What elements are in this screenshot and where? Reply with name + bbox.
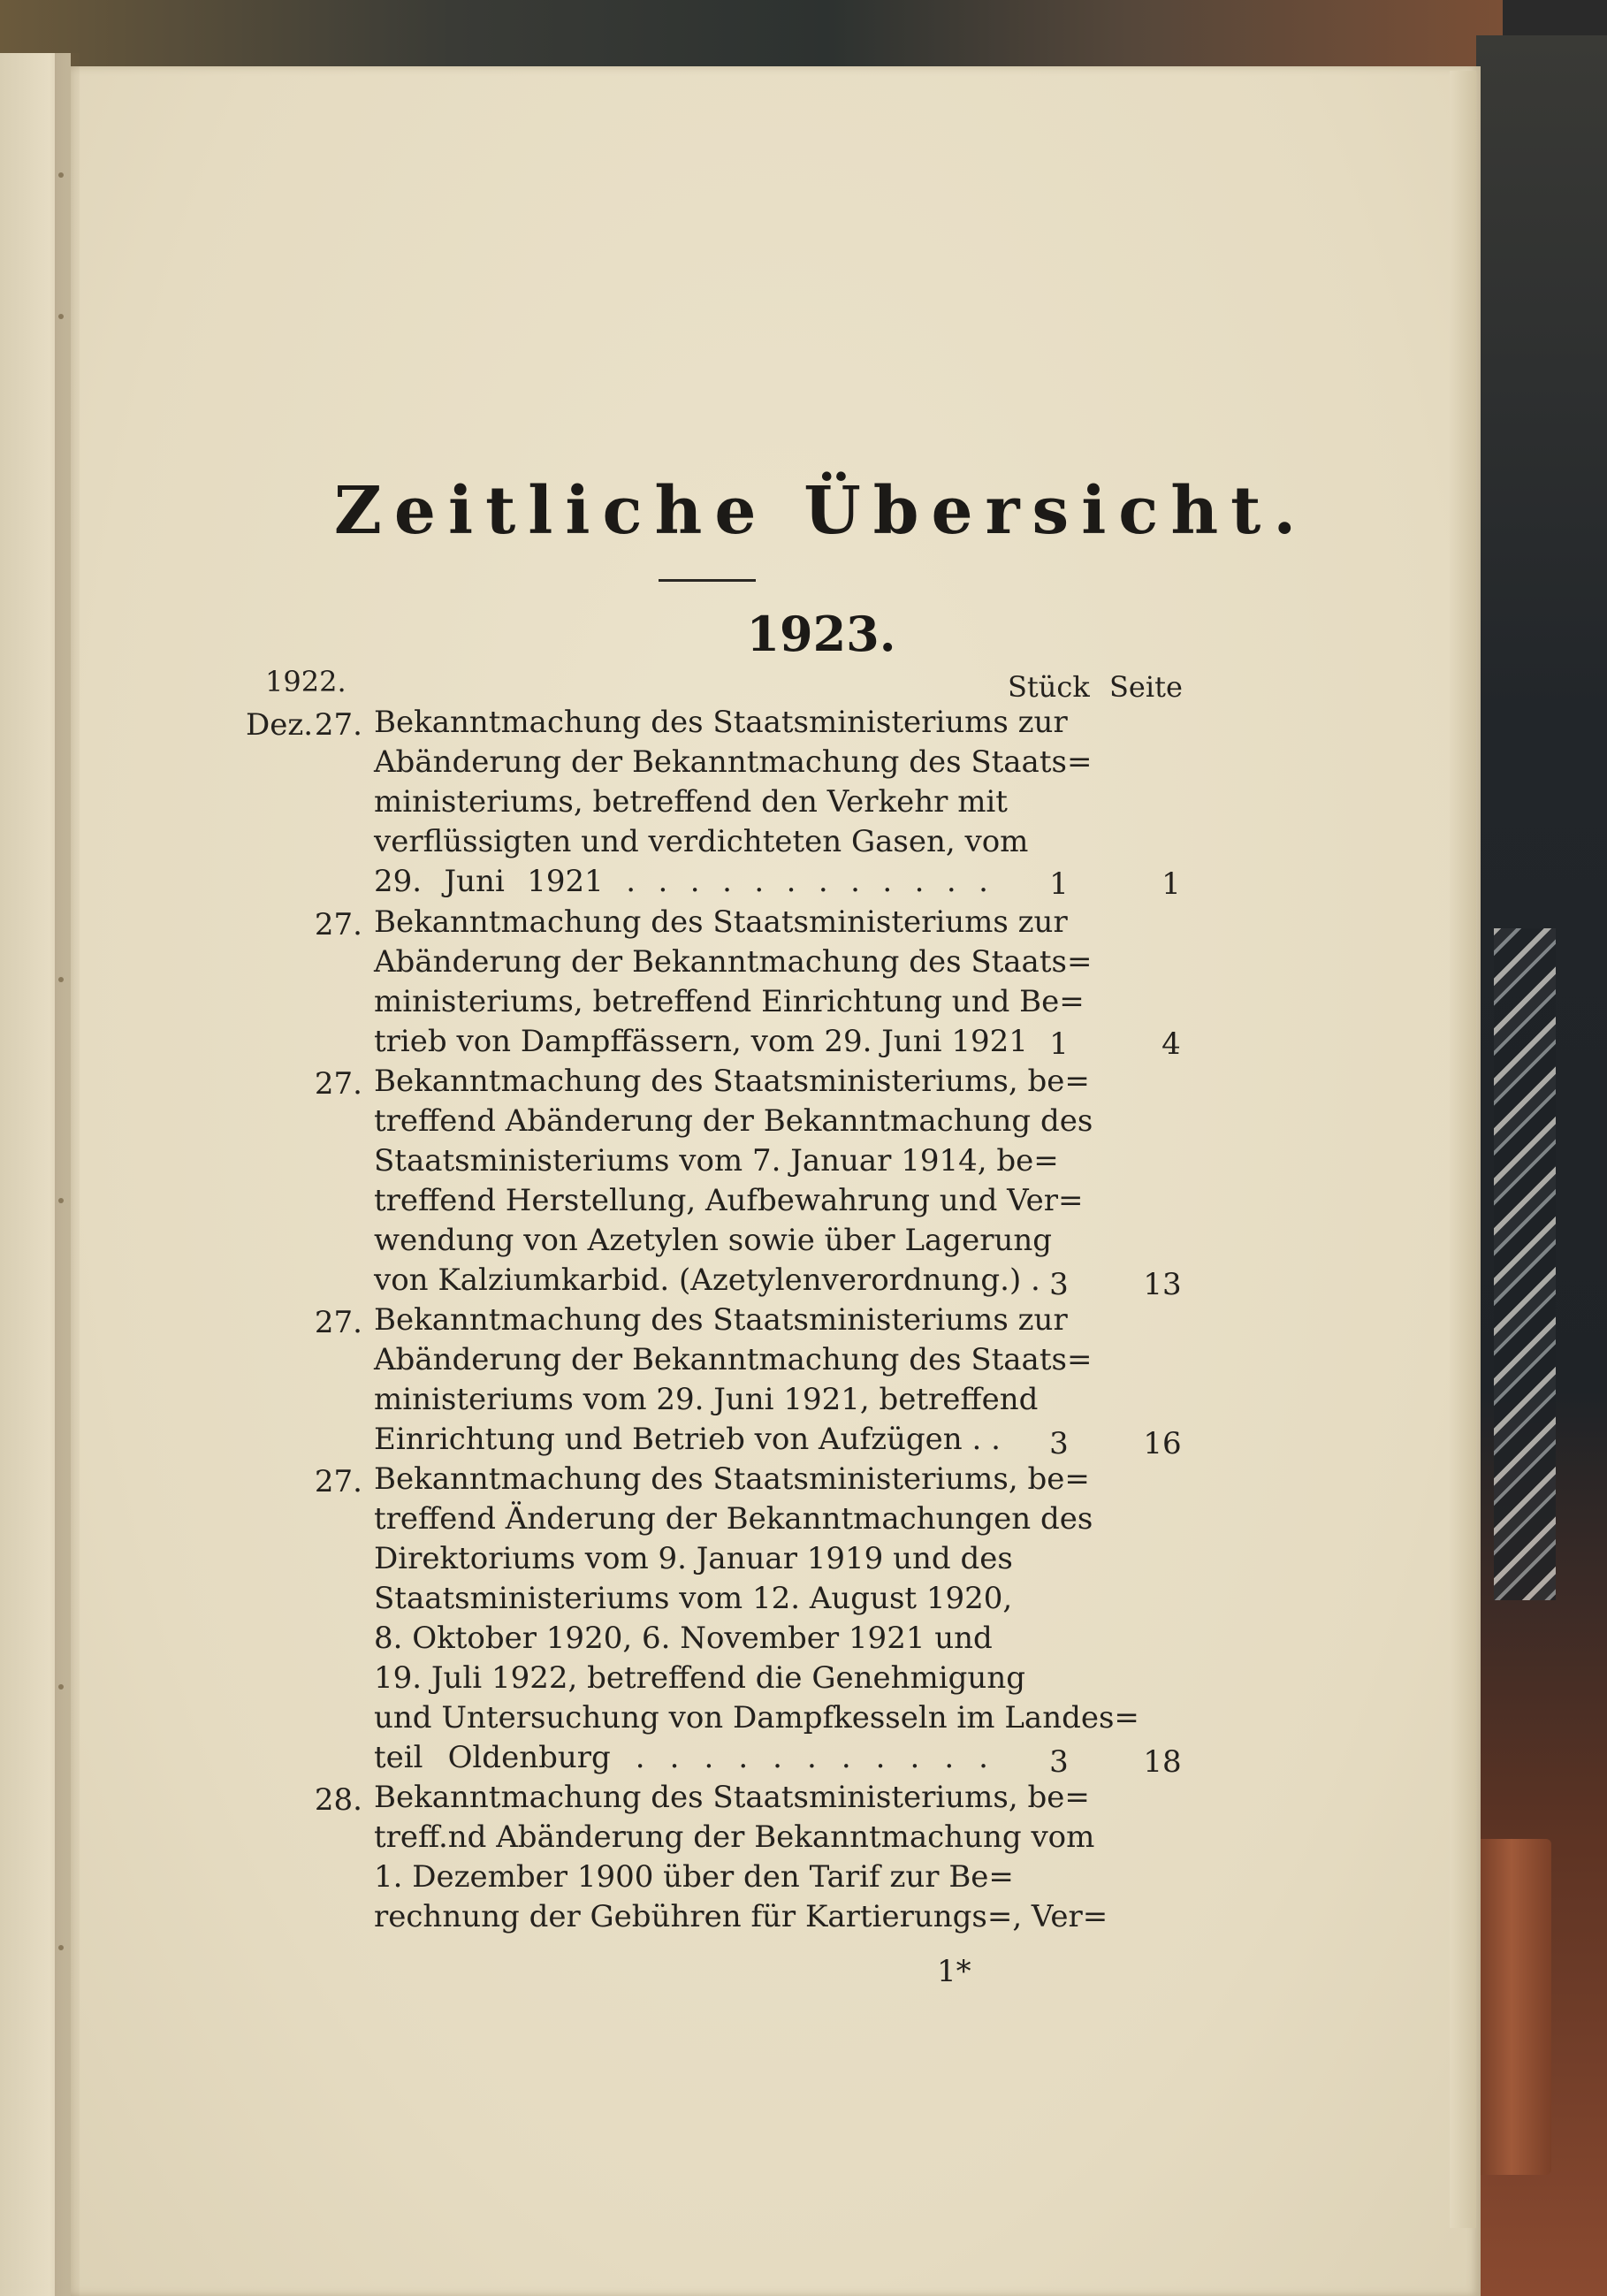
entry-line: ministeriums vom 29. Juni 1921, betreffend <box>374 1382 1039 1417</box>
binding-stitch <box>58 172 64 178</box>
entry-stueck: 3 <box>1049 1744 1069 1780</box>
entry-line: rechnung der Gebühren für Kartierungs=, Ver= <box>374 1899 1108 1934</box>
entry-line: 19. Juli 1922, betreffend die Genehmigung <box>374 1660 1025 1696</box>
entry-seite: 1 <box>1161 866 1181 902</box>
year-heading: 1923. <box>746 606 896 662</box>
entry-line: Bekanntmachung des Staatsministeriums, be= <box>374 1064 1090 1099</box>
entry-line: Direktoriums vom 9. Januar 1919 und des <box>374 1541 1013 1576</box>
entry-line: teil Oldenburg . . . . . . . . . . . <box>374 1740 988 1775</box>
entry-line: von Kalziumkarbid. (Azetylenverordnung.) . <box>374 1262 1040 1298</box>
entry-day: 27. <box>314 1066 362 1102</box>
previous-year-label: 1922. <box>265 665 347 698</box>
entry-line: ministeriums, betreffend Einrichtung und Be= <box>374 984 1085 1019</box>
entry-line: Einrichtung und Betrieb von Aufzügen . . <box>374 1422 1001 1457</box>
page-signature: 1* <box>937 1954 971 1989</box>
leather-corner <box>1472 1839 1551 2175</box>
entry-line: verflüssigten und verdichteten Gasen, vom <box>374 824 1029 859</box>
entry-line: 29. Juni 1921 . . . . . . . . . . . . <box>374 864 988 899</box>
binding-stitch <box>58 314 64 319</box>
entry-seite: 4 <box>1161 1026 1181 1062</box>
entry-month: Dez. <box>246 707 314 743</box>
binding-stitch <box>58 1684 64 1690</box>
page-title: Zeitliche Übersicht. <box>333 473 1309 549</box>
entry-line: 1. Dezember 1900 über den Tarif zur Be= <box>374 1859 1014 1895</box>
entry-line: treff.nd Abänderung der Bekanntmachung vom <box>374 1819 1095 1855</box>
gutter-shadow <box>55 53 80 2296</box>
entry-stueck: 1 <box>1049 1026 1069 1062</box>
binding-stitch <box>58 1198 64 1203</box>
page-edge <box>1450 71 1476 2228</box>
entry-line: Staatsministeriums vom 12. August 1920, <box>374 1581 1013 1616</box>
entry-stueck: 3 <box>1049 1426 1069 1461</box>
entry-line: treffend Abänderung der Bekanntmachung des <box>374 1103 1093 1139</box>
marbled-cover-edge <box>1494 928 1556 1600</box>
entry-line: trieb von Dampffässern, vom 29. Juni 1921 <box>374 1024 1028 1059</box>
entry-line: treffend Änderung der Bekanntmachungen des <box>374 1501 1093 1537</box>
entry-line: Bekanntmachung des Staatsministeriums, be= <box>374 1780 1090 1815</box>
entry-line: Abänderung der Bekanntmachung des Staats= <box>374 944 1093 980</box>
entry-seite: 16 <box>1143 1426 1182 1461</box>
entry-line: Staatsministeriums vom 7. Januar 1914, be= <box>374 1143 1059 1179</box>
entry-line: ministeriums, betreffend den Verkehr mit <box>374 784 1008 820</box>
entry-stueck: 3 <box>1049 1267 1069 1302</box>
entry-line: Bekanntmachung des Staatsministeriums zur <box>374 904 1068 940</box>
entry-line: Abänderung der Bekanntmachung des Staats= <box>374 1342 1093 1377</box>
entry-seite: 18 <box>1143 1744 1182 1780</box>
entry-stueck: 1 <box>1049 866 1069 902</box>
binding-stitch <box>58 977 64 982</box>
entry-line: treffend Herstellung, Aufbewahrung und Ver= <box>374 1183 1084 1218</box>
binding-stitch <box>58 1945 64 1950</box>
entry-line: wendung von Azetylen sowie über Lagerung <box>374 1223 1053 1258</box>
column-header-seite: Seite <box>1109 670 1183 704</box>
entry-line: 8. Oktober 1920, 6. November 1921 und <box>374 1621 993 1656</box>
entry-day: 27. <box>314 1305 362 1340</box>
entry-day: 27. <box>314 907 362 942</box>
entry-line: Bekanntmachung des Staatsministeriums zur <box>374 705 1068 740</box>
entry-line: und Untersuchung von Dampfkesseln im Landes= <box>374 1700 1139 1735</box>
entry-seite: 13 <box>1143 1267 1182 1302</box>
entry-line: Bekanntmachung des Staatsministeriums zur <box>374 1302 1068 1338</box>
entry-line: Bekanntmachung des Staatsministeriums, be= <box>374 1461 1090 1497</box>
column-header-stueck: Stück <box>1008 670 1090 704</box>
title-divider <box>659 579 756 582</box>
entry-day: 27. <box>314 1464 362 1499</box>
entry-day: 28. <box>314 1782 362 1818</box>
entry-day: 27. <box>314 707 362 743</box>
entry-line: Abänderung der Bekanntmachung des Staats= <box>374 744 1093 780</box>
